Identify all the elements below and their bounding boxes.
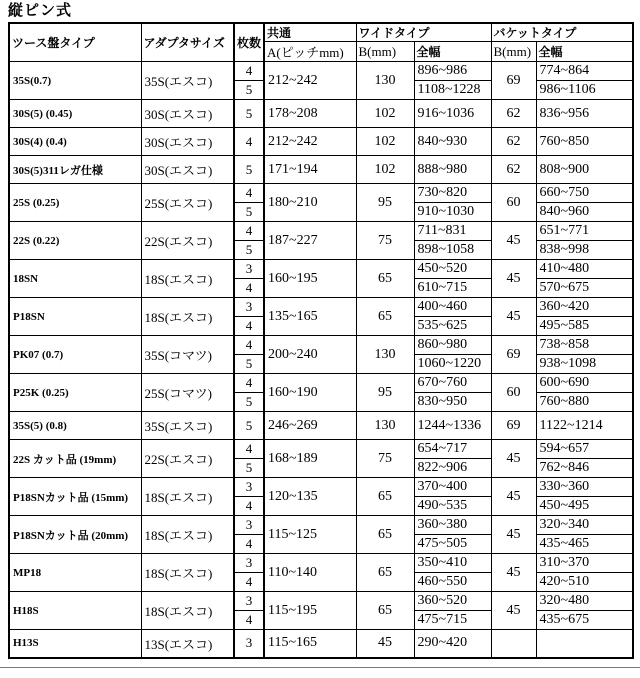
cell-wide-width: 350~410 bbox=[414, 554, 491, 573]
cell-sheets: 4 bbox=[234, 336, 264, 355]
cell-bucket-width: 420~510 bbox=[536, 573, 633, 592]
cell-sheets: 4 bbox=[234, 128, 264, 156]
bottom-divider bbox=[0, 667, 640, 668]
cell-wide-b: 130 bbox=[356, 336, 414, 374]
cell-bucket-width: 310~370 bbox=[536, 554, 633, 573]
cell-pitch: 115~125 bbox=[264, 516, 356, 554]
table-row bbox=[9, 412, 633, 440]
cell-pitch: 115~165 bbox=[264, 630, 356, 658]
table-row bbox=[9, 156, 633, 184]
cell-wide-width: 730~820 bbox=[414, 184, 491, 203]
cell-bucket-b: 45 bbox=[491, 440, 536, 478]
cell-bucket-width: 660~750 bbox=[536, 184, 633, 203]
cell-wide-width: 916~1036 bbox=[414, 100, 491, 128]
cell-sheets: 5 bbox=[234, 459, 264, 478]
cell-adapter-size: 22S(エスコ) bbox=[141, 222, 234, 260]
cell-bucket-b bbox=[491, 630, 536, 658]
cell-wide-width: 475~505 bbox=[414, 535, 491, 554]
cell-tooth-type: P18SNカット品 (15mm) bbox=[9, 478, 141, 516]
table-row bbox=[9, 336, 633, 355]
cell-sheets: 5 bbox=[234, 156, 264, 184]
cell-pitch: 212~242 bbox=[264, 62, 356, 100]
col-header-bucket-type: バケットタイプ bbox=[491, 23, 633, 42]
cell-tooth-type: PK07 (0.7) bbox=[9, 336, 141, 374]
cell-sheets: 3 bbox=[234, 260, 264, 279]
cell-sheets: 4 bbox=[234, 535, 264, 554]
cell-bucket-width: 760~850 bbox=[536, 128, 633, 156]
cell-sheets: 3 bbox=[234, 592, 264, 611]
col-header-wide-width: 全幅 bbox=[414, 42, 491, 62]
cell-tooth-type: 30S(5) (0.45) bbox=[9, 100, 141, 128]
table-row bbox=[9, 554, 633, 573]
cell-bucket-width: 1122~1214 bbox=[536, 412, 633, 440]
cell-wide-width: 475~715 bbox=[414, 611, 491, 630]
cell-adapter-size: 35S(エスコ) bbox=[141, 62, 234, 100]
cell-wide-b: 95 bbox=[356, 184, 414, 222]
table-header bbox=[9, 23, 633, 62]
cell-tooth-type: H13S bbox=[9, 630, 141, 658]
cell-sheets: 5 bbox=[234, 241, 264, 260]
cell-pitch: 115~195 bbox=[264, 592, 356, 630]
table-row bbox=[9, 592, 633, 611]
cell-sheets: 4 bbox=[234, 374, 264, 393]
cell-tooth-type: P25K (0.25) bbox=[9, 374, 141, 412]
cell-wide-b: 75 bbox=[356, 440, 414, 478]
cell-tooth-type: H18S bbox=[9, 592, 141, 630]
cell-sheets: 4 bbox=[234, 440, 264, 459]
cell-tooth-type: 25S (0.25) bbox=[9, 184, 141, 222]
cell-adapter-size: 25S(エスコ) bbox=[141, 184, 234, 222]
cell-bucket-width: 836~956 bbox=[536, 100, 633, 128]
col-header-tooth-type: ツース盤タイプ bbox=[9, 23, 141, 62]
cell-sheets: 3 bbox=[234, 516, 264, 535]
cell-bucket-width: 600~690 bbox=[536, 374, 633, 393]
cell-wide-b: 65 bbox=[356, 554, 414, 592]
cell-bucket-width: 760~880 bbox=[536, 393, 633, 412]
table-row bbox=[9, 516, 633, 535]
cell-sheets: 5 bbox=[234, 355, 264, 374]
cell-adapter-size: 30S(エスコ) bbox=[141, 128, 234, 156]
cell-tooth-type: MP18 bbox=[9, 554, 141, 592]
cell-bucket-width: 738~858 bbox=[536, 336, 633, 355]
table-row bbox=[9, 62, 633, 81]
cell-sheets: 4 bbox=[234, 573, 264, 592]
cell-adapter-size: 18S(エスコ) bbox=[141, 516, 234, 554]
cell-tooth-type: 35S(0.7) bbox=[9, 62, 141, 100]
cell-bucket-b: 45 bbox=[491, 222, 536, 260]
col-header-pitch: A(ピッチmm) bbox=[264, 42, 356, 62]
cell-wide-b: 45 bbox=[356, 630, 414, 658]
col-header-sheets: 枚数 bbox=[234, 23, 264, 62]
cell-wide-b: 65 bbox=[356, 260, 414, 298]
cell-bucket-b: 45 bbox=[491, 260, 536, 298]
col-header-wide-type: ワイドタイプ bbox=[356, 23, 491, 42]
cell-bucket-width: 762~846 bbox=[536, 459, 633, 478]
col-header-bucket-width: 全幅 bbox=[536, 42, 633, 62]
cell-adapter-size: 35S(コマツ) bbox=[141, 336, 234, 374]
cell-wide-width: 654~717 bbox=[414, 440, 491, 459]
table-row bbox=[9, 222, 633, 241]
cell-pitch: 178~208 bbox=[264, 100, 356, 128]
cell-wide-b: 95 bbox=[356, 374, 414, 412]
cell-wide-width: 400~460 bbox=[414, 298, 491, 317]
cell-bucket-width: 330~360 bbox=[536, 478, 633, 497]
cell-pitch: 135~165 bbox=[264, 298, 356, 336]
table-row bbox=[9, 100, 633, 128]
table-row bbox=[9, 478, 633, 497]
cell-wide-b: 102 bbox=[356, 100, 414, 128]
cell-wide-b: 65 bbox=[356, 298, 414, 336]
cell-tooth-type: 30S(5)311レガ仕様 bbox=[9, 156, 141, 184]
cell-bucket-width: 986~1106 bbox=[536, 81, 633, 100]
cell-sheets: 5 bbox=[234, 203, 264, 222]
cell-bucket-b: 45 bbox=[491, 478, 536, 516]
cell-sheets: 4 bbox=[234, 279, 264, 298]
cell-adapter-size: 18S(エスコ) bbox=[141, 298, 234, 336]
cell-pitch: 110~140 bbox=[264, 554, 356, 592]
cell-adapter-size: 22S(エスコ) bbox=[141, 440, 234, 478]
table-row bbox=[9, 298, 633, 317]
table-row bbox=[9, 440, 633, 459]
cell-sheets: 4 bbox=[234, 611, 264, 630]
cell-sheets: 3 bbox=[234, 478, 264, 497]
cell-wide-width: 888~980 bbox=[414, 156, 491, 184]
cell-pitch: 160~190 bbox=[264, 374, 356, 412]
cell-bucket-width: 938~1098 bbox=[536, 355, 633, 374]
cell-sheets: 4 bbox=[234, 62, 264, 81]
cell-tooth-type: P18SNカット品 (20mm) bbox=[9, 516, 141, 554]
col-header-wide-b: B(mm) bbox=[356, 42, 414, 62]
cell-bucket-b: 60 bbox=[491, 374, 536, 412]
cell-wide-b: 65 bbox=[356, 592, 414, 630]
cell-bucket-width: 435~675 bbox=[536, 611, 633, 630]
cell-tooth-type: 22S カット品 (19mm) bbox=[9, 440, 141, 478]
cell-bucket-width: 360~420 bbox=[536, 298, 633, 317]
cell-wide-b: 75 bbox=[356, 222, 414, 260]
header-row-1 bbox=[9, 23, 633, 42]
cell-bucket-b: 69 bbox=[491, 412, 536, 440]
cell-sheets: 4 bbox=[234, 317, 264, 336]
table-body bbox=[9, 62, 633, 658]
cell-pitch: 171~194 bbox=[264, 156, 356, 184]
cell-wide-b: 102 bbox=[356, 156, 414, 184]
cell-bucket-b: 45 bbox=[491, 298, 536, 336]
cell-adapter-size: 18S(エスコ) bbox=[141, 478, 234, 516]
cell-tooth-type: 22S (0.22) bbox=[9, 222, 141, 260]
table-row bbox=[9, 374, 633, 393]
cell-sheets: 5 bbox=[234, 393, 264, 412]
cell-wide-width: 1244~1336 bbox=[414, 412, 491, 440]
cell-wide-width: 830~950 bbox=[414, 393, 491, 412]
cell-bucket-width: 450~495 bbox=[536, 497, 633, 516]
table-row bbox=[9, 260, 633, 279]
col-header-bucket-b: B(mm) bbox=[491, 42, 536, 62]
cell-adapter-size: 30S(エスコ) bbox=[141, 100, 234, 128]
cell-bucket-width: 320~340 bbox=[536, 516, 633, 535]
cell-wide-width: 840~930 bbox=[414, 128, 491, 156]
cell-sheets: 3 bbox=[234, 630, 264, 658]
cell-wide-width: 910~1030 bbox=[414, 203, 491, 222]
cell-bucket-width: 651~771 bbox=[536, 222, 633, 241]
cell-adapter-size: 35S(エスコ) bbox=[141, 412, 234, 440]
cell-pitch: 168~189 bbox=[264, 440, 356, 478]
cell-tooth-type: P18SN bbox=[9, 298, 141, 336]
cell-pitch: 120~135 bbox=[264, 478, 356, 516]
cell-wide-width: 1108~1228 bbox=[414, 81, 491, 100]
cell-wide-width: 450~520 bbox=[414, 260, 491, 279]
cell-adapter-size: 13S(エスコ) bbox=[141, 630, 234, 658]
cell-bucket-width: 570~675 bbox=[536, 279, 633, 298]
cell-tooth-type: 35S(5) (0.8) bbox=[9, 412, 141, 440]
cell-tooth-type: 18SN bbox=[9, 260, 141, 298]
cell-bucket-b: 69 bbox=[491, 62, 536, 100]
cell-bucket-b: 60 bbox=[491, 184, 536, 222]
cell-adapter-size: 25S(コマツ) bbox=[141, 374, 234, 412]
cell-bucket-width: 838~998 bbox=[536, 241, 633, 260]
cell-wide-width: 822~906 bbox=[414, 459, 491, 478]
cell-bucket-b: 45 bbox=[491, 516, 536, 554]
cell-wide-width: 1060~1220 bbox=[414, 355, 491, 374]
cell-wide-width: 490~535 bbox=[414, 497, 491, 516]
cell-pitch: 200~240 bbox=[264, 336, 356, 374]
cell-wide-width: 360~380 bbox=[414, 516, 491, 535]
cell-sheets: 4 bbox=[234, 497, 264, 516]
cell-bucket-b: 45 bbox=[491, 554, 536, 592]
cell-wide-b: 130 bbox=[356, 412, 414, 440]
cell-sheets: 3 bbox=[234, 298, 264, 317]
cell-sheets: 5 bbox=[234, 81, 264, 100]
cell-bucket-width: 320~480 bbox=[536, 592, 633, 611]
cell-bucket-width: 495~585 bbox=[536, 317, 633, 336]
cell-wide-b: 102 bbox=[356, 128, 414, 156]
cell-pitch: 187~227 bbox=[264, 222, 356, 260]
cell-adapter-size: 30S(エスコ) bbox=[141, 156, 234, 184]
page-title: 縦ピン式 bbox=[8, 2, 73, 19]
cell-sheets: 5 bbox=[234, 412, 264, 440]
cell-pitch: 246~269 bbox=[264, 412, 356, 440]
cell-adapter-size: 18S(エスコ) bbox=[141, 260, 234, 298]
cell-wide-width: 860~980 bbox=[414, 336, 491, 355]
table-row bbox=[9, 184, 633, 203]
cell-bucket-width: 840~960 bbox=[536, 203, 633, 222]
cell-sheets: 3 bbox=[234, 554, 264, 573]
cell-bucket-b: 62 bbox=[491, 128, 536, 156]
cell-wide-b: 65 bbox=[356, 516, 414, 554]
cell-bucket-width bbox=[536, 630, 633, 658]
cell-wide-width: 898~1058 bbox=[414, 241, 491, 260]
cell-sheets: 4 bbox=[234, 222, 264, 241]
cell-wide-width: 360~520 bbox=[414, 592, 491, 611]
spec-table bbox=[8, 22, 634, 659]
cell-bucket-width: 808~900 bbox=[536, 156, 633, 184]
cell-wide-width: 370~400 bbox=[414, 478, 491, 497]
cell-bucket-width: 774~864 bbox=[536, 62, 633, 81]
cell-bucket-width: 435~465 bbox=[536, 535, 633, 554]
cell-wide-width: 535~625 bbox=[414, 317, 491, 336]
cell-sheets: 5 bbox=[234, 100, 264, 128]
cell-pitch: 180~210 bbox=[264, 184, 356, 222]
cell-bucket-b: 45 bbox=[491, 592, 536, 630]
cell-wide-width: 290~420 bbox=[414, 630, 491, 658]
cell-bucket-b: 62 bbox=[491, 156, 536, 184]
cell-pitch: 160~195 bbox=[264, 260, 356, 298]
cell-wide-width: 670~760 bbox=[414, 374, 491, 393]
cell-bucket-b: 69 bbox=[491, 336, 536, 374]
cell-adapter-size: 18S(エスコ) bbox=[141, 554, 234, 592]
cell-wide-width: 711~831 bbox=[414, 222, 491, 241]
cell-bucket-width: 410~480 bbox=[536, 260, 633, 279]
cell-tooth-type: 30S(4) (0.4) bbox=[9, 128, 141, 156]
cell-wide-width: 896~986 bbox=[414, 62, 491, 81]
table-row bbox=[9, 630, 633, 658]
cell-wide-b: 65 bbox=[356, 478, 414, 516]
cell-sheets: 4 bbox=[234, 184, 264, 203]
cell-adapter-size: 18S(エスコ) bbox=[141, 592, 234, 630]
cell-bucket-b: 62 bbox=[491, 100, 536, 128]
col-header-adapter-size: アダプタサイズ bbox=[141, 23, 234, 62]
cell-wide-width: 610~715 bbox=[414, 279, 491, 298]
table-row bbox=[9, 128, 633, 156]
cell-wide-width: 460~550 bbox=[414, 573, 491, 592]
cell-pitch: 212~242 bbox=[264, 128, 356, 156]
cell-wide-b: 130 bbox=[356, 62, 414, 100]
col-header-common: 共通 bbox=[264, 23, 356, 42]
cell-bucket-width: 594~657 bbox=[536, 440, 633, 459]
